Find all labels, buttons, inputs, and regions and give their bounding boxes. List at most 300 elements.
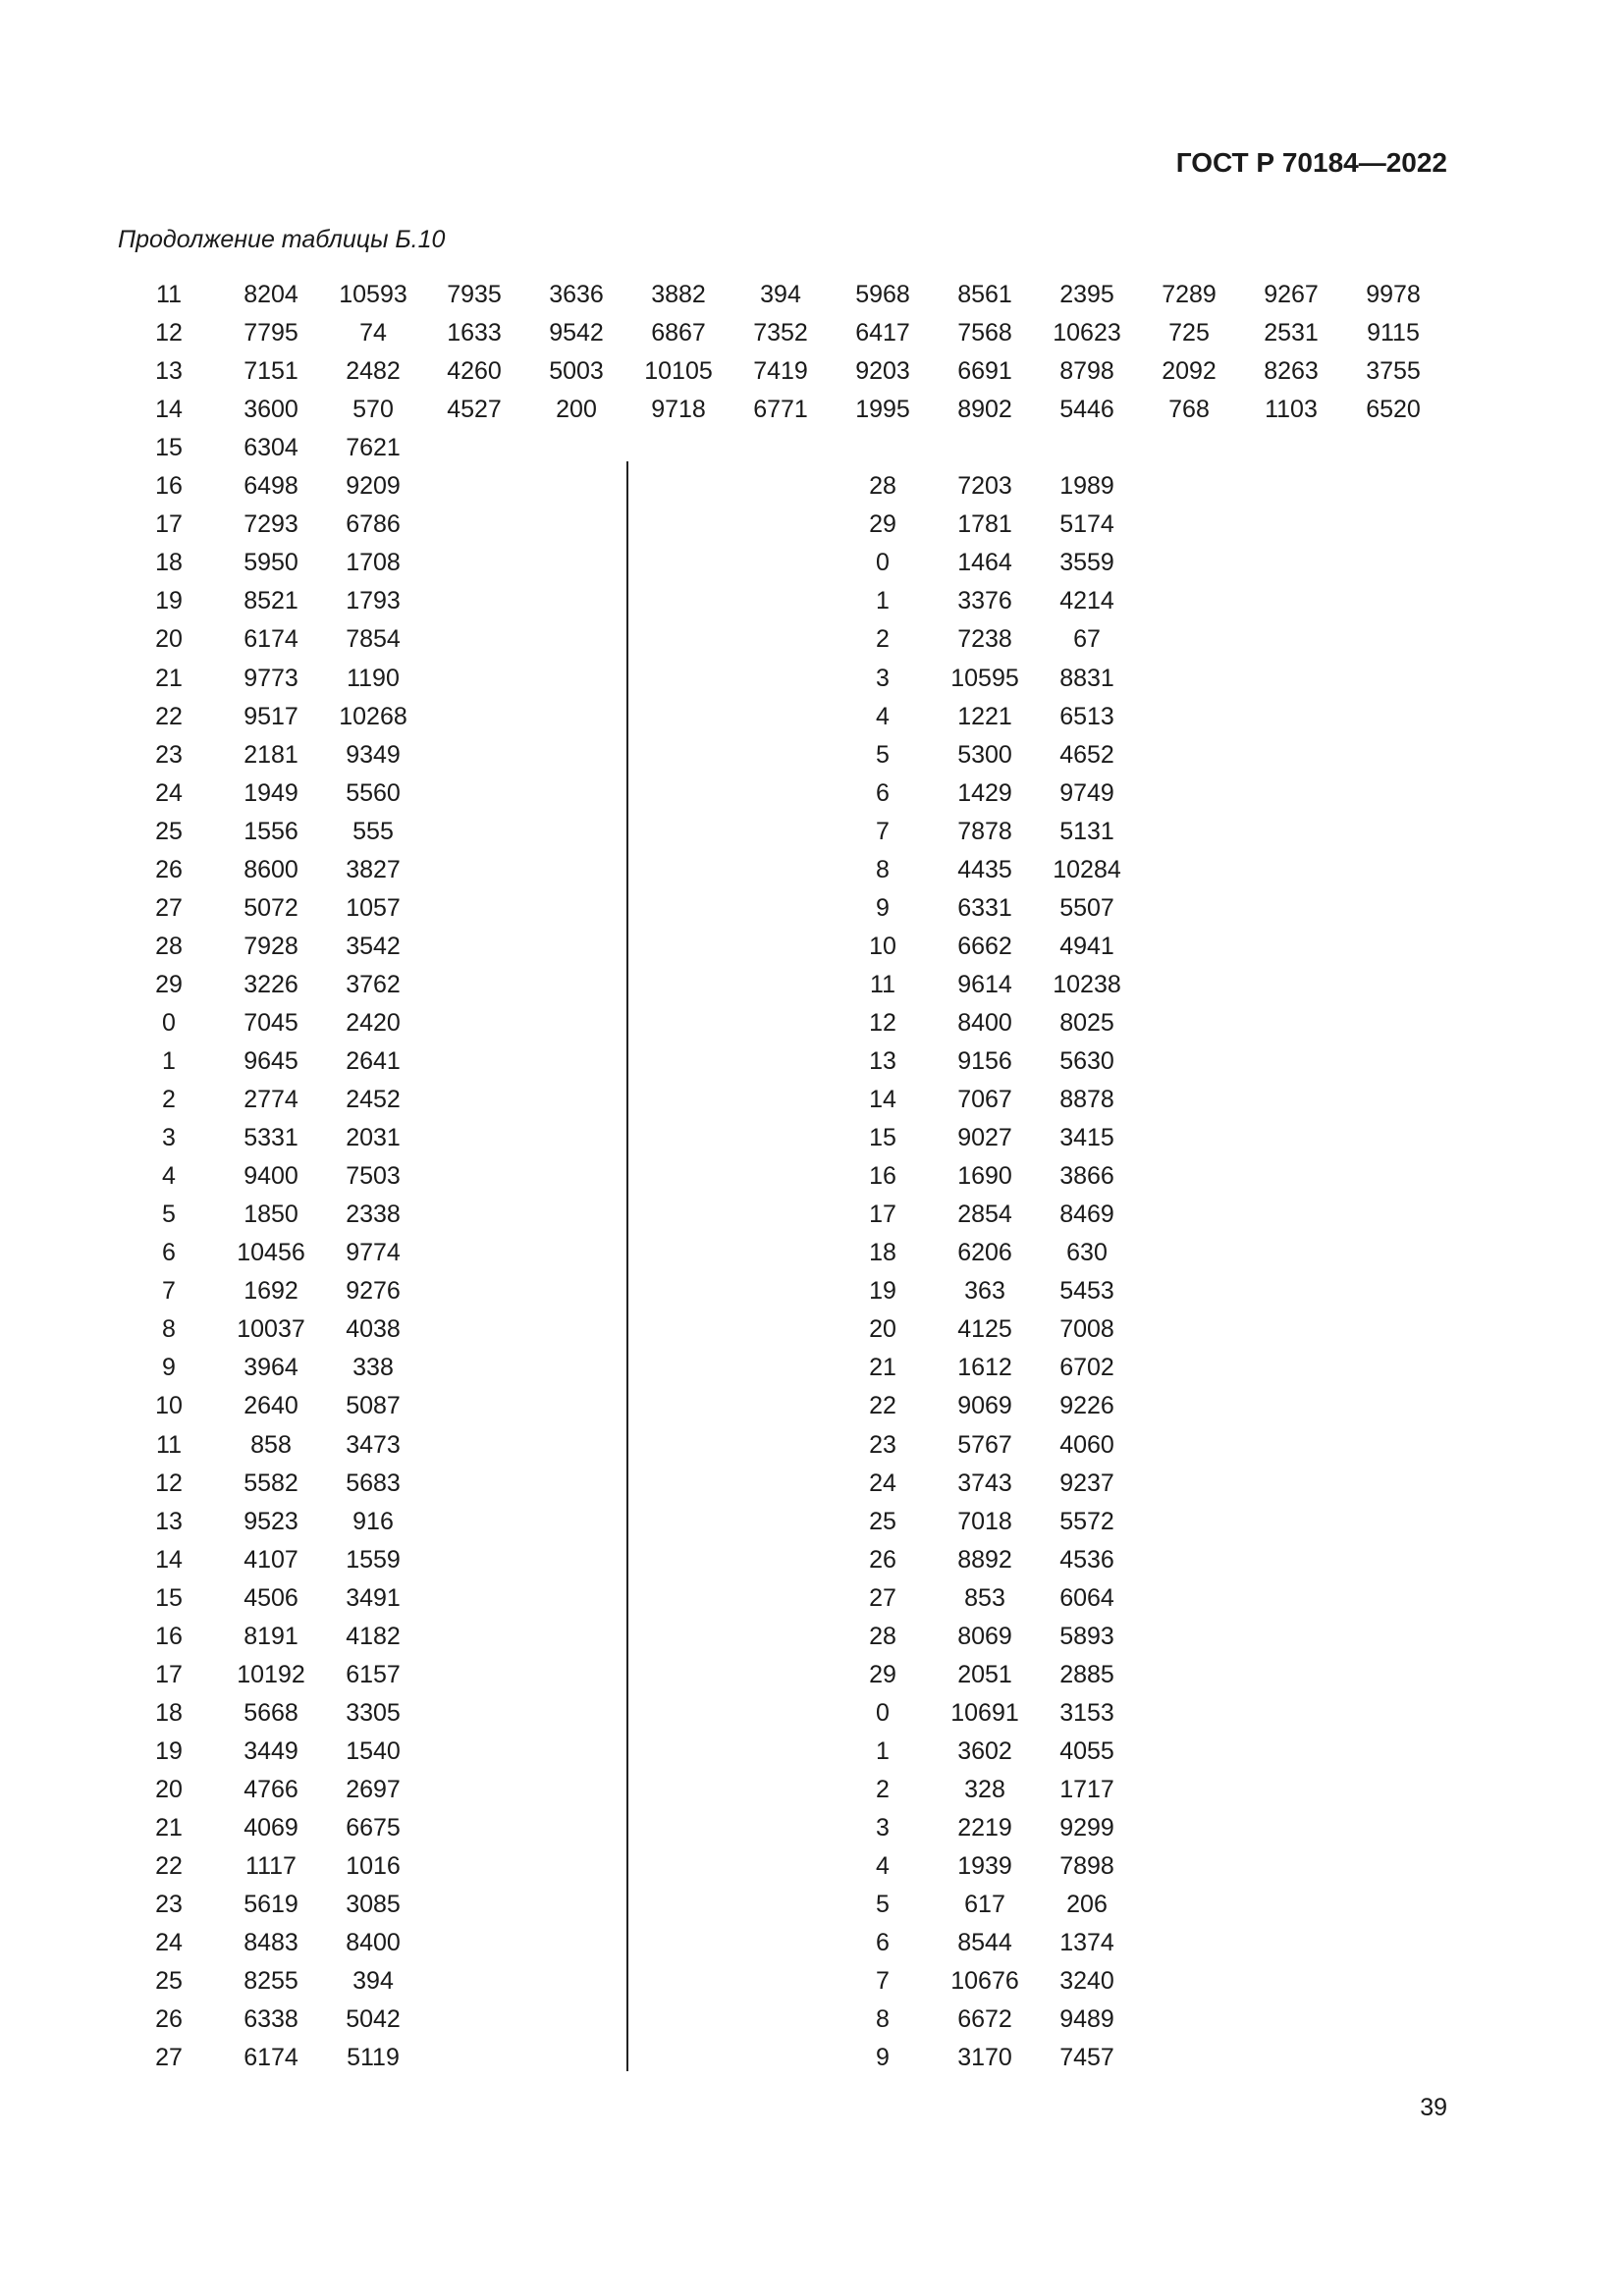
table-cell: 7067: [957, 1086, 1012, 1114]
table-cell: 1: [876, 587, 890, 615]
table-cell: 9349: [346, 740, 401, 769]
table-cell: 555: [352, 817, 394, 845]
table-cell: 10676: [950, 1967, 1019, 1996]
table-cell: 1374: [1059, 1929, 1114, 1957]
table-cell: 4: [876, 1852, 890, 1881]
table-cell: 2181: [244, 740, 298, 769]
table-cell: 617: [964, 1891, 1005, 1919]
table-cell: 3: [876, 664, 890, 692]
table-cell: 3866: [1059, 1162, 1114, 1191]
table-cell: 19: [155, 1736, 183, 1765]
table-cell: 3240: [1059, 1967, 1114, 1996]
table-cell: 3559: [1059, 549, 1114, 577]
table-cell: 7352: [753, 319, 808, 347]
table-cell: 4766: [244, 1775, 298, 1803]
table-cell: 2531: [1264, 319, 1319, 347]
table-cell: 9069: [957, 1392, 1012, 1420]
table-cell: 7935: [447, 281, 502, 308]
table-cell: 0: [876, 1698, 890, 1727]
table-cell: 27: [155, 2044, 183, 2072]
table-cell: 5968: [855, 281, 910, 308]
table-cell: 10456: [237, 1239, 305, 1267]
table-cell: 74: [359, 319, 387, 347]
table-cell: 1057: [346, 893, 401, 922]
table-cell: 8831: [1059, 664, 1114, 692]
table-cell: 5072: [244, 893, 298, 922]
table-cell: 9027: [957, 1124, 1012, 1152]
table-cell: 9209: [346, 472, 401, 501]
table-cell: 5131: [1059, 817, 1114, 845]
table-cell: 8: [876, 855, 890, 883]
table-cell: 8892: [957, 1545, 1012, 1574]
table-cell: 12: [155, 1468, 183, 1497]
table-cell: 3415: [1059, 1124, 1114, 1152]
table-cell: 10192: [237, 1660, 305, 1688]
table-cell: 1612: [957, 1354, 1012, 1382]
table-cell: 25: [869, 1507, 896, 1535]
table-cell: 2640: [244, 1392, 298, 1420]
table-cell: 5: [876, 740, 890, 769]
table-cell: 8902: [957, 396, 1012, 424]
table-cell: 570: [352, 396, 394, 424]
table-cell: 11: [156, 1430, 182, 1459]
table-cell: 6174: [244, 625, 298, 654]
table-cell: 13: [155, 1507, 183, 1535]
table-cell: 3085: [346, 1891, 401, 1919]
table-cell: 1633: [447, 319, 502, 347]
table-cell: 8483: [244, 1929, 298, 1957]
table-cell: 17: [869, 1201, 896, 1229]
table-cell: 858: [250, 1430, 292, 1459]
table-cell: 1989: [1059, 472, 1114, 501]
table-cell: 0: [876, 549, 890, 577]
table-cell: 10593: [339, 281, 407, 308]
table-cell: 24: [155, 1929, 183, 1957]
table-cell: 363: [964, 1277, 1005, 1306]
table-cell: 13: [155, 357, 183, 386]
table-cell: 6771: [753, 396, 808, 424]
table-cell: 12: [155, 319, 183, 347]
table-cell: 23: [155, 740, 183, 769]
table-cell: 394: [760, 281, 801, 308]
table-cell: 17: [155, 510, 183, 539]
table-cell: 28: [869, 472, 896, 501]
table-cell: 9773: [244, 664, 298, 692]
table-cell: 7457: [1059, 2044, 1114, 2072]
table-cell: 4527: [447, 396, 502, 424]
table-cell: 9400: [244, 1162, 298, 1191]
table-cell: 853: [964, 1583, 1005, 1612]
table-cell: 7: [162, 1277, 176, 1306]
table-cell: 15: [155, 1583, 183, 1612]
table-cell: 2219: [957, 1814, 1012, 1842]
table-cell: 8400: [346, 1929, 401, 1957]
table-cell: 7898: [1059, 1852, 1114, 1881]
table-cell: 6206: [957, 1239, 1012, 1267]
table-cell: 7: [876, 1967, 890, 1996]
table-cell: 5572: [1059, 1507, 1114, 1535]
table-cell: 7151: [244, 357, 298, 386]
table-cell: 9: [162, 1354, 176, 1382]
table-cell: 9226: [1059, 1392, 1114, 1420]
table-cell: 1016: [346, 1852, 401, 1881]
table-cell: 4260: [447, 357, 502, 386]
table-cell: 21: [155, 1814, 183, 1842]
table-cell: 21: [869, 1354, 896, 1382]
table-cell: 8798: [1059, 357, 1114, 386]
table-cell: 3636: [549, 281, 604, 308]
table-cell: 7503: [346, 1162, 401, 1191]
table-cell: 9614: [957, 970, 1012, 998]
table-cell: 18: [155, 549, 183, 577]
table-cell: 1103: [1265, 396, 1318, 424]
table-cell: 9978: [1366, 281, 1421, 308]
table-cell: 4055: [1059, 1736, 1114, 1765]
table-cell: 1995: [855, 396, 910, 424]
table-cell: 11: [870, 970, 895, 998]
table-cell: 7568: [957, 319, 1012, 347]
table-cell: 4182: [346, 1622, 401, 1650]
table-cell: 4941: [1059, 932, 1114, 960]
table-cell: 9: [876, 893, 890, 922]
table-cell: 394: [352, 1967, 394, 1996]
table-cell: 3226: [244, 970, 298, 998]
table-cell: 5174: [1059, 510, 1114, 539]
table-cell: 2395: [1059, 281, 1114, 308]
table-cell: 1690: [957, 1162, 1012, 1191]
table-cell: 7928: [244, 932, 298, 960]
table-cell: 5119: [347, 2044, 400, 2072]
table-cell: 29: [869, 510, 896, 539]
table-cell: 5668: [244, 1698, 298, 1727]
table-cell: 3153: [1059, 1698, 1114, 1727]
table-cell: 1: [162, 1047, 176, 1075]
table-cell: 5950: [244, 549, 298, 577]
table-cell: 768: [1168, 396, 1210, 424]
table-cell: 9: [876, 2044, 890, 2072]
table-cell: 5087: [346, 1392, 401, 1420]
table-cell: 2031: [346, 1124, 401, 1152]
table-cell: 9645: [244, 1047, 298, 1075]
table-cell: 25: [155, 1967, 183, 1996]
table-cell: 4652: [1059, 740, 1114, 769]
table-cell: 7045: [244, 1008, 298, 1037]
table-cell: 5619: [244, 1891, 298, 1919]
table-cell: 3882: [651, 281, 706, 308]
table-cell: 9299: [1059, 1814, 1114, 1842]
table-cell: 6672: [957, 2005, 1012, 2034]
table-cell: 3602: [957, 1736, 1012, 1765]
table-cell: 6520: [1366, 396, 1421, 424]
table-cell: 9237: [1059, 1468, 1114, 1497]
table-cell: 3449: [244, 1736, 298, 1765]
table-cell: 14: [155, 396, 183, 424]
table-cell: 7419: [753, 357, 808, 386]
document-header: ГОСТ Р 70184—2022: [1175, 147, 1447, 178]
table-cell: 3827: [346, 855, 401, 883]
table-cell: 9489: [1059, 2005, 1114, 2034]
column-divider: [626, 461, 628, 2071]
table-cell: 1117: [245, 1852, 297, 1881]
table-cell: 5560: [346, 778, 401, 807]
table-cell: 6: [876, 778, 890, 807]
table-cell: 1717: [1059, 1775, 1114, 1803]
table-cell: 26: [155, 2005, 183, 2034]
table-cell: 9156: [957, 1047, 1012, 1075]
table-cell: 2452: [346, 1086, 401, 1114]
table-caption: Продолжение таблицы Б.10: [118, 226, 446, 253]
table-cell: 20: [155, 625, 183, 654]
table-cell: 328: [964, 1775, 1005, 1803]
table-cell: 3170: [957, 2044, 1012, 2072]
table-cell: 10037: [237, 1315, 305, 1344]
table-cell: 10: [155, 1392, 183, 1420]
table-cell: 6498: [244, 472, 298, 501]
table-cell: 8: [876, 2005, 890, 2034]
table-cell: 6702: [1059, 1354, 1114, 1382]
table-cell: 25: [155, 817, 183, 845]
table-cell: 5300: [957, 740, 1012, 769]
table-cell: 9203: [855, 357, 910, 386]
table-cell: 26: [155, 855, 183, 883]
table-cell: 4506: [244, 1583, 298, 1612]
table-cell: 5893: [1059, 1622, 1114, 1650]
table-cell: 10284: [1053, 855, 1121, 883]
table-cell: 4: [162, 1162, 176, 1191]
table-cell: 10268: [339, 702, 407, 730]
table-cell: 7008: [1059, 1315, 1114, 1344]
table-cell: 5767: [957, 1430, 1012, 1459]
table-cell: 7878: [957, 817, 1012, 845]
table-cell: 1464: [957, 549, 1012, 577]
table-cell: 6174: [244, 2044, 298, 2072]
table-cell: 2774: [244, 1086, 298, 1114]
table-cell: 7018: [957, 1507, 1012, 1535]
table-cell: 22: [155, 1852, 183, 1881]
table-cell: 4069: [244, 1814, 298, 1842]
table-cell: 6304: [244, 434, 298, 462]
table-cell: 2: [876, 625, 890, 654]
table-cell: 1559: [346, 1545, 401, 1574]
table-cell: 1781: [957, 510, 1012, 539]
table-cell: 14: [869, 1086, 896, 1114]
table-cell: 5003: [549, 357, 604, 386]
table-cell: 6513: [1059, 702, 1114, 730]
table-cell: 6691: [957, 357, 1012, 386]
table-cell: 7293: [244, 510, 298, 539]
table-cell: 2854: [957, 1201, 1012, 1229]
table-cell: 16: [155, 472, 183, 501]
table-cell: 10105: [644, 357, 713, 386]
table-cell: 8469: [1059, 1201, 1114, 1229]
table-cell: 5446: [1059, 396, 1114, 424]
table-cell: 8878: [1059, 1086, 1114, 1114]
table-cell: 3762: [346, 970, 401, 998]
table-cell: 3376: [957, 587, 1012, 615]
table-cell: 20: [155, 1775, 183, 1803]
table-cell: 11: [156, 281, 182, 308]
table-cell: 8600: [244, 855, 298, 883]
table-cell: 1850: [244, 1201, 298, 1229]
table-cell: 20: [869, 1315, 896, 1344]
table-cell: 5630: [1059, 1047, 1114, 1075]
table-cell: 22: [155, 702, 183, 730]
table-cell: 725: [1168, 319, 1210, 347]
table-cell: 3305: [346, 1698, 401, 1727]
table-cell: 2: [162, 1086, 176, 1114]
table-cell: 6: [876, 1929, 890, 1957]
table-cell: 3491: [346, 1583, 401, 1612]
table-cell: 29: [155, 970, 183, 998]
table-cell: 6417: [855, 319, 910, 347]
table-cell: 3473: [346, 1430, 401, 1459]
table-cell: 6157: [346, 1660, 401, 1688]
table-cell: 9267: [1264, 281, 1319, 308]
table-cell: 4125: [957, 1315, 1012, 1344]
table-cell: 6338: [244, 2005, 298, 2034]
table-cell: 29: [869, 1660, 896, 1688]
table-cell: 1692: [244, 1277, 298, 1306]
table-cell: 6867: [651, 319, 706, 347]
table-cell: 8263: [1264, 357, 1319, 386]
table-cell: 16: [869, 1162, 896, 1191]
table-cell: 2697: [346, 1775, 401, 1803]
table-cell: 206: [1066, 1891, 1108, 1919]
table-cell: 10238: [1053, 970, 1121, 998]
table-cell: 19: [869, 1277, 896, 1306]
table-cell: 18: [869, 1239, 896, 1267]
table-cell: 9523: [244, 1507, 298, 1535]
table-cell: 9276: [346, 1277, 401, 1306]
table-cell: 3600: [244, 396, 298, 424]
table-cell: 67: [1073, 625, 1101, 654]
table-cell: 8561: [957, 281, 1012, 308]
table-cell: 9542: [549, 319, 604, 347]
table-cell: 8544: [957, 1929, 1012, 1957]
table-cell: 14: [155, 1545, 183, 1574]
table-cell: 5042: [346, 2005, 401, 2034]
table-cell: 9774: [346, 1239, 401, 1267]
table-cell: 3: [876, 1814, 890, 1842]
table-cell: 27: [869, 1583, 896, 1612]
table-cell: 338: [352, 1354, 394, 1382]
table-cell: 21: [155, 664, 183, 692]
table-cell: 12: [869, 1008, 896, 1037]
table-cell: 4060: [1059, 1430, 1114, 1459]
table-cell: 28: [869, 1622, 896, 1650]
table-cell: 6675: [346, 1814, 401, 1842]
table-cell: 8: [162, 1315, 176, 1344]
table-cell: 8521: [244, 587, 298, 615]
table-cell: 6662: [957, 932, 1012, 960]
table-cell: 8191: [244, 1622, 298, 1650]
table-cell: 1429: [957, 778, 1012, 807]
table-cell: 7854: [346, 625, 401, 654]
table-cell: 6: [162, 1239, 176, 1267]
table-cell: 1: [876, 1736, 890, 1765]
table-cell: 9718: [651, 396, 706, 424]
table-cell: 2051: [957, 1660, 1012, 1688]
table-cell: 2885: [1059, 1660, 1114, 1688]
table-cell: 1949: [244, 778, 298, 807]
table-cell: 8204: [244, 281, 298, 308]
table-cell: 1708: [346, 549, 401, 577]
table-cell: 3964: [244, 1354, 298, 1382]
table-cell: 10623: [1053, 319, 1121, 347]
table-cell: 7795: [244, 319, 298, 347]
table-cell: 10: [869, 932, 896, 960]
table-cell: 4: [876, 702, 890, 730]
table-cell: 7203: [957, 472, 1012, 501]
table-cell: 15: [155, 434, 183, 462]
table-cell: 6331: [957, 893, 1012, 922]
table-cell: 5: [162, 1201, 176, 1229]
table-cell: 15: [869, 1124, 896, 1152]
table-cell: 8025: [1059, 1008, 1114, 1037]
table-cell: 5331: [244, 1124, 298, 1152]
table-cell: 18: [155, 1698, 183, 1727]
table-cell: 5507: [1059, 893, 1114, 922]
table-cell: 1221: [957, 702, 1012, 730]
table-cell: 916: [352, 1507, 394, 1535]
table-cell: 7621: [346, 434, 401, 462]
table-cell: 6064: [1059, 1583, 1114, 1612]
table-cell: 2338: [346, 1201, 401, 1229]
table-cell: 6786: [346, 510, 401, 539]
table-cell: 17: [155, 1660, 183, 1688]
table-cell: 19: [155, 587, 183, 615]
table-cell: 24: [155, 778, 183, 807]
table-cell: 0: [162, 1008, 176, 1037]
table-cell: 8255: [244, 1967, 298, 1996]
table-cell: 3743: [957, 1468, 1012, 1497]
table-cell: 3755: [1366, 357, 1421, 386]
table-cell: 1556: [244, 817, 298, 845]
table-cell: 1540: [346, 1736, 401, 1765]
table-cell: 2641: [346, 1047, 401, 1075]
table-cell: 4536: [1059, 1545, 1114, 1574]
table-cell: 1190: [347, 664, 400, 692]
table-cell: 2420: [346, 1008, 401, 1037]
table-cell: 10691: [950, 1698, 1019, 1727]
table-cell: 630: [1066, 1239, 1108, 1267]
table-cell: 1939: [957, 1852, 1012, 1881]
table-cell: 9115: [1367, 319, 1420, 347]
table-cell: 4107: [244, 1545, 298, 1574]
table-cell: 7238: [957, 625, 1012, 654]
table-cell: 13: [869, 1047, 896, 1075]
table-cell: 26: [869, 1545, 896, 1574]
table-cell: 27: [155, 893, 183, 922]
table-cell: 9749: [1059, 778, 1114, 807]
table-cell: 5683: [346, 1468, 401, 1497]
table-cell: 7289: [1162, 281, 1217, 308]
table-cell: 5: [876, 1891, 890, 1919]
table-cell: 2482: [346, 357, 401, 386]
table-cell: 2092: [1162, 357, 1217, 386]
table-cell: 8069: [957, 1622, 1012, 1650]
table-cell: 22: [869, 1392, 896, 1420]
table-cell: 28: [155, 932, 183, 960]
table-cell: 2: [876, 1775, 890, 1803]
page-number: 39: [1420, 2094, 1447, 2121]
table-cell: 4214: [1059, 587, 1114, 615]
table-cell: 16: [155, 1622, 183, 1650]
table-cell: 23: [155, 1891, 183, 1919]
table-cell: 3542: [346, 932, 401, 960]
table-cell: 5453: [1059, 1277, 1114, 1306]
table-cell: 5582: [244, 1468, 298, 1497]
